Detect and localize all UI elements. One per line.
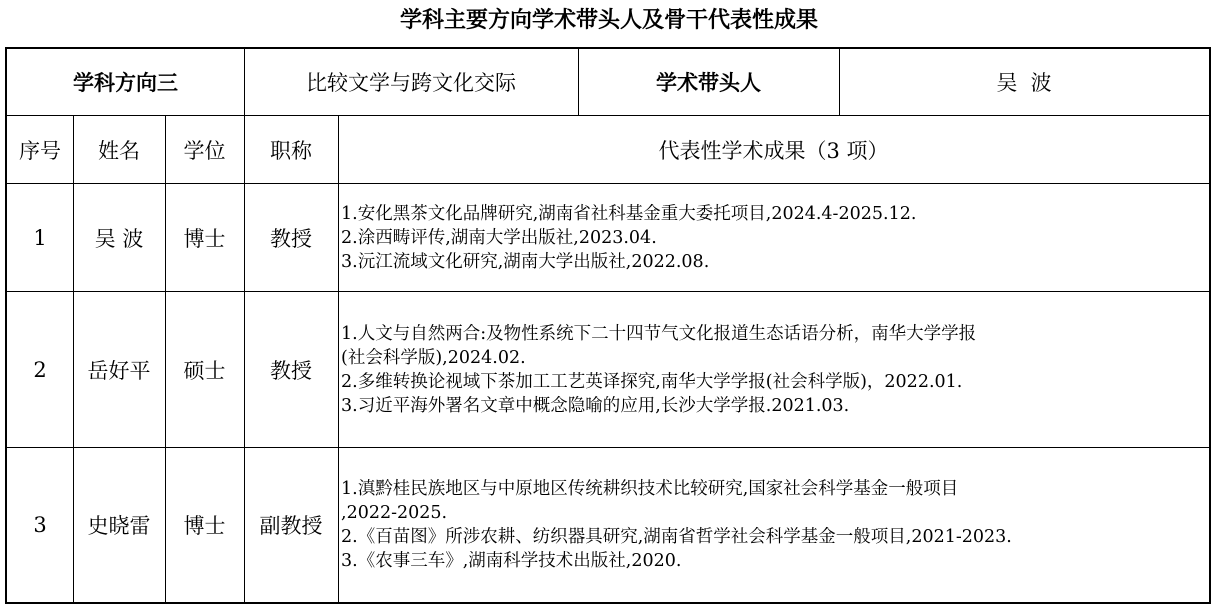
- row-2-name: 岳好平: [87, 358, 151, 383]
- column-divider: [578, 49, 579, 115]
- row-1-name: 吴 波: [94, 226, 144, 251]
- column-divider: [338, 116, 339, 602]
- achievement-line: 3.习近平海外署名文章中概念隐喻的应用,长沙大学学报.2021.03.: [341, 395, 850, 416]
- row-2-index: 2: [33, 357, 47, 382]
- column-divider: [165, 116, 166, 602]
- leader-label: 学术带头人: [656, 71, 761, 95]
- achievement-line: 1.人文与自然两合:及物性系统下二十四节气文化报道生态话语分析，南华大学学报: [341, 323, 977, 344]
- achievement-line: 1.安化黑茶文化品牌研究,湖南省社科基金重大委托项目,2024.4-2025.12.: [341, 203, 917, 224]
- achievement-line: 2.涂西畴评传,湖南大学出版社,2023.04.: [341, 227, 657, 248]
- row-divider: [7, 183, 1209, 184]
- achievement-line: 3.沅江流域文化研究,湖南大学出版社,2022.08.: [341, 251, 710, 272]
- achievement-line: 1.滇黔桂民族地区与中原地区传统耕织技术比较研究,国家社会科学基金一般项目: [341, 479, 959, 499]
- direction-label: 学科方向三: [73, 71, 178, 95]
- column-header-title: 职称: [270, 138, 312, 163]
- direction-value: 比较文学与跨文化交际: [306, 71, 516, 95]
- achievement-line: (社会科学版),2024.02.: [341, 347, 526, 368]
- row-3-name: 史晓雷: [87, 514, 151, 538]
- row-3-index: 3: [33, 513, 47, 537]
- row-divider: [7, 447, 1209, 448]
- achievements-table: [5, 47, 1211, 604]
- row-divider: [7, 291, 1209, 292]
- column-header-degree: 学位: [183, 138, 226, 163]
- row-3-degree: 博士: [183, 514, 226, 538]
- row-1-achievements: [339, 184, 1209, 291]
- row-3-title: 副教授: [259, 514, 323, 538]
- achievement-line: 2.《百苗图》所涉农耕、纺织器具研究,湖南省哲学社会科学基金一般项目,2021-2023.: [341, 527, 1012, 547]
- row-2-degree: 硕士: [183, 358, 226, 383]
- page-title: 学科主要方向学术带头人及骨干代表性成果: [399, 8, 818, 33]
- row-1-degree: 博士: [183, 226, 226, 251]
- achievement-line: 3.《农事三车》,湖南科学技术出版社,2020.: [341, 551, 682, 571]
- row-3-achievements: [339, 448, 1209, 602]
- achievement-line: 2.多维转换论视域下茶加工工艺英译探究,南华大学学报(社会科学版)，2022.01.: [341, 371, 963, 392]
- row-2-achievements: [339, 292, 1209, 447]
- row-2-title: 教授: [270, 358, 312, 383]
- leader-value: 吴 波: [996, 71, 1052, 95]
- column-divider: [244, 49, 245, 602]
- row-1-index: 1: [33, 225, 47, 250]
- column-divider: [839, 49, 840, 115]
- achievement-line: ,2022-2025.: [341, 503, 448, 523]
- row-1-title: 教授: [270, 226, 312, 251]
- row-divider: [7, 115, 1209, 116]
- column-header-index: 序号: [19, 138, 61, 163]
- column-divider: [73, 116, 74, 602]
- column-header-name: 姓名: [98, 138, 140, 163]
- column-header-achievements: 代表性学术成果（3 项）: [658, 138, 889, 163]
